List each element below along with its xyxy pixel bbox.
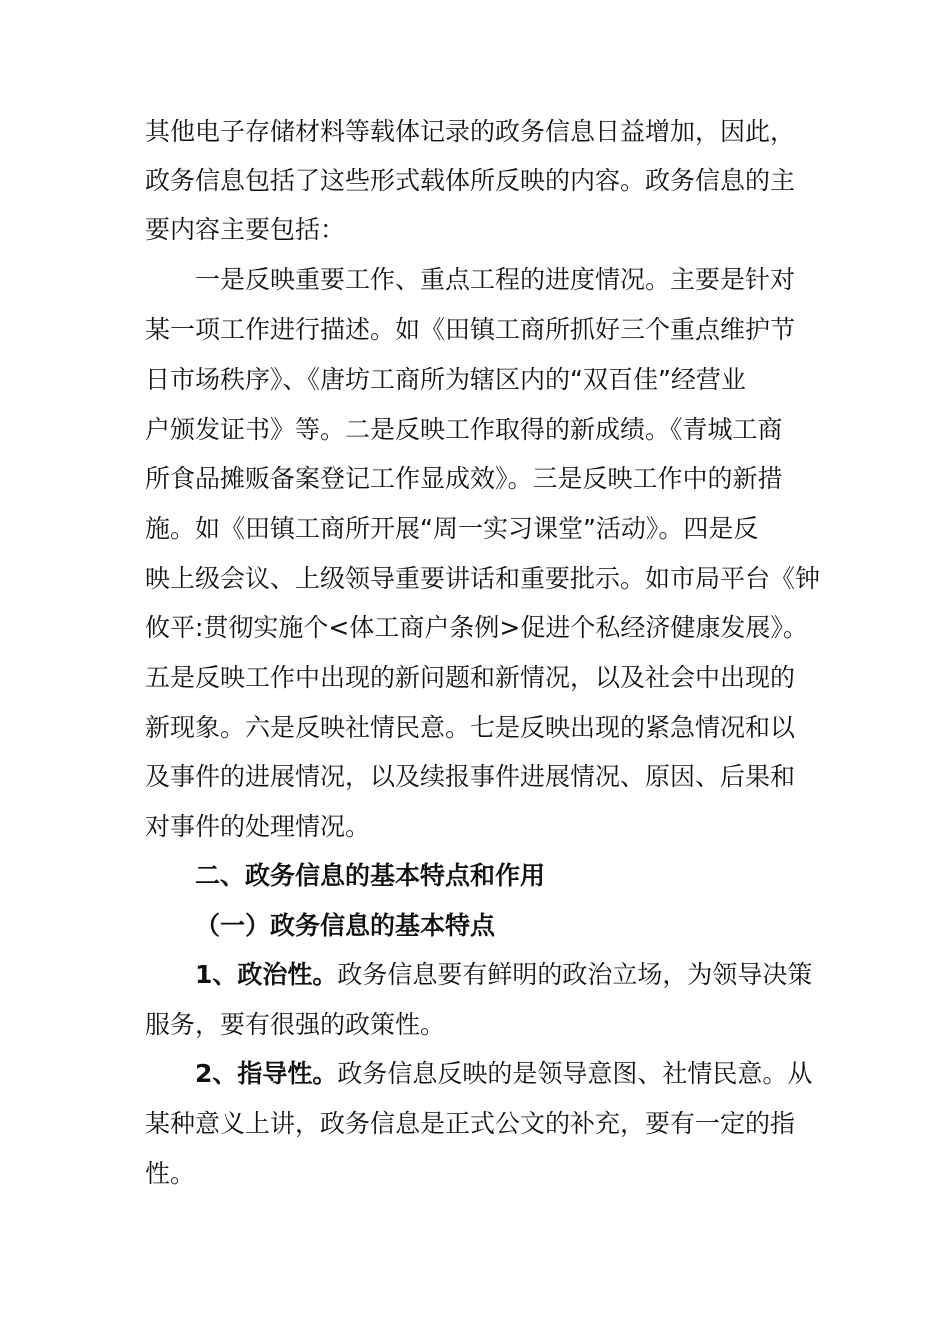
paragraph-line: 政务信息包括了这些形式载体所反映的内容。政务信息的主 — [145, 166, 796, 195]
item-2-line — [195, 1056, 812, 1092]
paragraph-line: 及事件的进展情况，以及续报事件进展情况、原因、后果和 — [145, 762, 796, 791]
paragraph-line: 户颁发证书》等。二是反映工作取得的新成绩。《青城工商 — [145, 415, 783, 444]
item-2-label: 2、指导性。 — [195, 1059, 338, 1088]
paragraph-line: 性。 — [145, 1159, 196, 1188]
section-heading: 二、政务信息的基本特点和作用 — [195, 861, 546, 890]
paragraph-line: 映上级会议、上级领导重要讲话和重要批示。如市局平台《钟 — [145, 564, 821, 593]
paragraph-line: 其他电子存储材料等载体记录的政务信息日益增加，因此， — [145, 117, 796, 146]
paragraph-line: 对事件的处理情况。 — [145, 812, 371, 841]
paragraph-line: 五是反映工作中出现的新问题和新情况，以及社会中出现的 — [145, 663, 796, 692]
paragraph-line: 攸平:贯彻实施个<体工商户条例>促进个私经济健康发展》。 — [145, 613, 808, 642]
subsection-heading: （一）政务信息的基本特点 — [195, 911, 496, 940]
item-1-line — [195, 957, 812, 993]
item-1-label: 1、政治性。 — [195, 960, 338, 989]
item-2-text: 政务信息反映的是领导意图、社情民意。从 — [337, 1059, 813, 1088]
paragraph-line: 所食品摊贩备案登记工作显成效》。三是反映工作中的新措 — [145, 464, 783, 493]
paragraph-line: 施。如《田镇工商所开展“周一实习课堂”活动》。四是反 — [145, 514, 759, 543]
paragraph-line: 新现象。六是反映社情民意。七是反映出现的紧急情况和以 — [145, 713, 796, 742]
paragraph-line: 服务，要有很强的政策性。 — [145, 1010, 446, 1039]
item-1-text: 政务信息要有鲜明的政治立场，为领导决策 — [337, 960, 813, 989]
paragraph-line: 某一项工作进行描述。如《田镇工商所抓好三个重点维护节 — [145, 315, 796, 344]
paragraph-line: 某种意义上讲，政务信息是正式公文的补充，要有一定的指 — [145, 1109, 796, 1138]
paragraph-line: 要内容主要包括： — [145, 215, 346, 244]
paragraph-line: 日市场秩序》、《唐坊工商所为辖区内的“双百佳”经营业 — [145, 365, 746, 394]
paragraph-line: 一是反映重要工作、重点工程的进度情况。主要是针对 — [195, 265, 796, 294]
